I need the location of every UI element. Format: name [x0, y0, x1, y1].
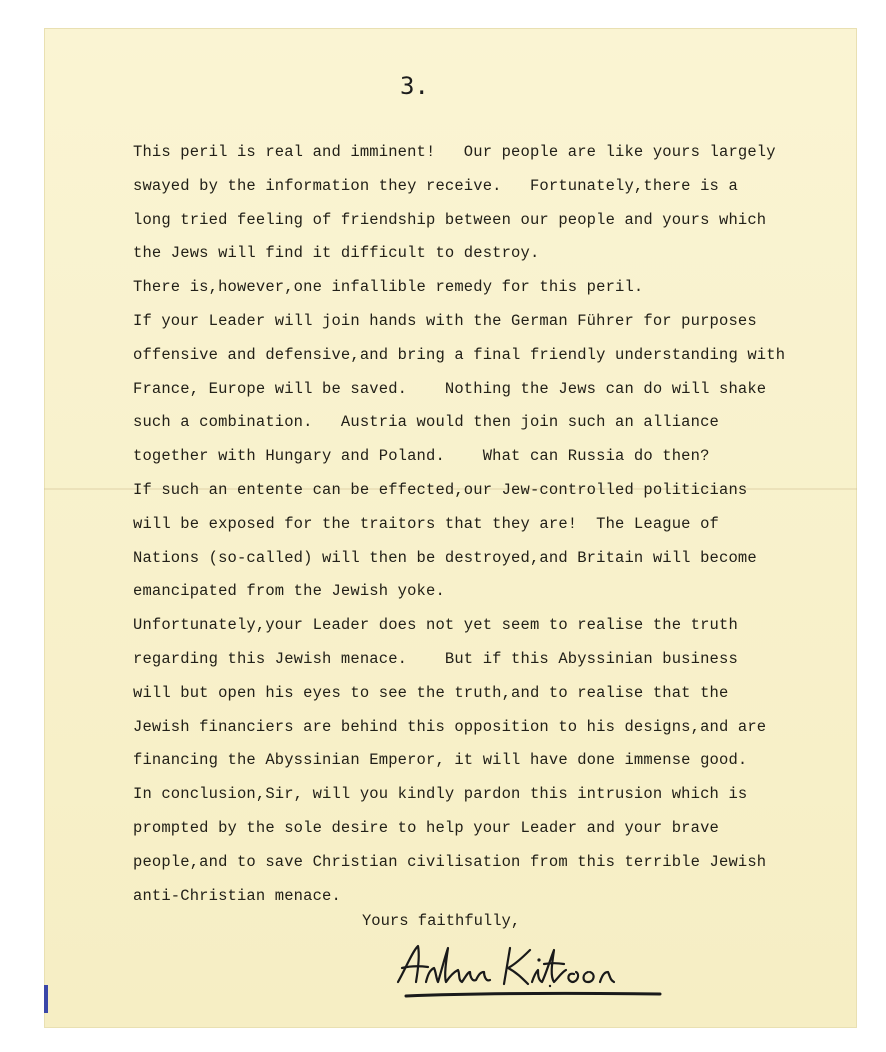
- body-line: If such an entente can be effected,our Jew-controlled politicians: [133, 480, 748, 499]
- body-line: France, Europe will be saved. Nothing the Jews can do will shake: [133, 379, 767, 398]
- body-line: emancipated from the Jewish yoke.: [133, 582, 445, 601]
- body-line: Nations (so-called) will then be destroyed,and Britain will become: [133, 548, 757, 567]
- body-line: There is,however,one infallible remedy for this peril.: [133, 278, 644, 297]
- body-line: If your Leader will join hands with the German Führer for purposes: [133, 311, 757, 330]
- body-line: together with Hungary and Poland. What can Russia do then?: [133, 447, 710, 466]
- body-line: long tried feeling of friendship between our people and yours which: [133, 210, 767, 229]
- blue-edge-mark: [44, 985, 48, 1013]
- handwritten-signature: [392, 938, 672, 1000]
- body-line: regarding this Jewish menace. But if this Abyssinian business: [133, 649, 738, 668]
- body-line: swayed by the information they receive. Fortunately,there is a: [133, 176, 738, 195]
- body-line: Unfortunately,your Leader does not yet seem to realise the truth: [133, 616, 738, 635]
- body-line: anti-Christian menace.: [133, 886, 341, 905]
- page-number: 3.: [400, 72, 429, 100]
- body-line: offensive and defensive,and bring a final friendly understanding with: [133, 345, 786, 364]
- closing-salutation: Yours faithfully,: [362, 912, 521, 930]
- body-line: people,and to save Christian civilisation from this terrible Jewish: [133, 852, 767, 871]
- body-line: the Jews will find it difficult to destroy.: [133, 244, 540, 263]
- body-line: financing the Abyssinian Emperor, it will have done immense good.: [133, 751, 748, 770]
- letter-body: [133, 136, 785, 913]
- body-line: such a combination. Austria would then join such an alliance: [133, 413, 719, 432]
- body-line: This peril is real and imminent! Our people are like yours largely: [133, 143, 776, 161]
- body-line: Jewish financiers are behind this opposition to his designs,and are: [133, 717, 767, 736]
- body-line: will but open his eyes to see the truth,and to realise that the: [133, 683, 729, 702]
- body-line: In conclusion,Sir, will you kindly pardon this intrusion which is: [133, 785, 748, 804]
- body-line: will be exposed for the traitors that they are! The League of: [133, 514, 719, 533]
- body-line: prompted by the sole desire to help your Leader and your brave: [133, 818, 719, 837]
